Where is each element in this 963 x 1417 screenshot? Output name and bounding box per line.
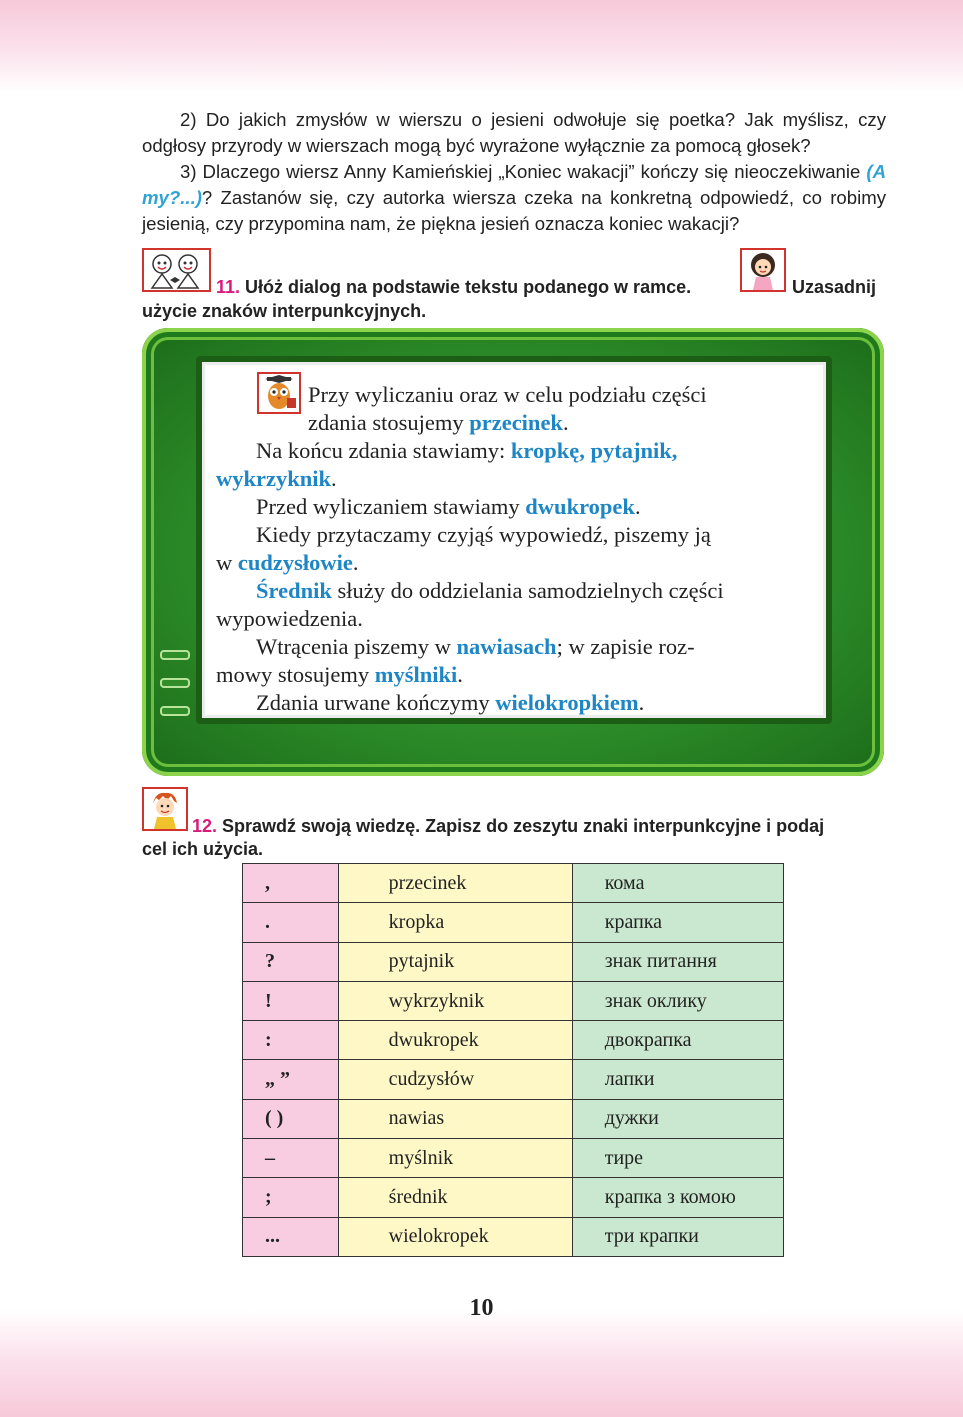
ukrainian-name-cell: крапка bbox=[572, 903, 783, 942]
polish-name-cell: przecinek bbox=[338, 864, 572, 903]
boy-icon bbox=[142, 787, 188, 831]
table-row bbox=[243, 1060, 784, 1099]
board-rule-brackets: Wtrącenia piszemy w nawiasach; w zapisie roz- bbox=[256, 634, 695, 659]
polish-name-cell: myślnik bbox=[338, 1139, 572, 1178]
table-row bbox=[243, 864, 784, 903]
board-rule-quotes-cont: w cudzysłowie. bbox=[216, 550, 359, 575]
page-bottom-band bbox=[0, 1310, 963, 1417]
table-row bbox=[243, 1099, 784, 1138]
sign-cell: ; bbox=[243, 1178, 339, 1217]
polish-name-cell: kropka bbox=[338, 903, 572, 942]
board-rule-dash: mowy stosujemy myślniki. bbox=[216, 662, 463, 687]
question-3-highlight: (A my?...) bbox=[142, 161, 886, 208]
board-rule-end-marks-cont: wykrzyknik. bbox=[216, 466, 337, 491]
page-number: 10 bbox=[469, 1295, 494, 1321]
board-rule-ellipsis: Zdania urwane kończymy wielokropkiem. bbox=[256, 690, 645, 715]
girl-icon bbox=[740, 248, 786, 292]
polish-name-cell: nawias bbox=[338, 1099, 572, 1138]
ukrainian-name-cell: знак питання bbox=[572, 942, 783, 981]
ukrainian-name-cell: крапка з комою bbox=[572, 1178, 783, 1217]
polish-name-cell: wielokropek bbox=[338, 1217, 572, 1256]
sign-cell: ( ) bbox=[243, 1099, 339, 1138]
sign-cell: ... bbox=[243, 1217, 339, 1256]
two-children-icon bbox=[142, 248, 211, 292]
polish-name-cell: średnik bbox=[338, 1178, 572, 1217]
polish-name-cell: pytajnik bbox=[338, 942, 572, 981]
polish-name-cell: wykrzyknik bbox=[338, 981, 572, 1020]
board-rule-comma-line1: Przy wyliczaniu oraz w celu podziału części bbox=[308, 382, 707, 407]
question-3: 3) Dlaczego wiersz Anny Kamieńskiej „Koniec wakacji” kończy się nieoczekiwanie (A my?...)? Zastanów się, czy autorka wiersza czeka na konkretną odpowiedź, co robimy jesienią, czy przypomina nam, że piękna jesień oznacza koniec wakacji? bbox=[142, 161, 886, 234]
ukrainian-name-cell: двокрапка bbox=[572, 1021, 783, 1060]
task-12-line2: cel ich użycia. bbox=[142, 839, 264, 859]
table-row bbox=[243, 1217, 784, 1256]
board-rule-end-marks: Na końcu zdania stawiamy: kropkę, pytajnik, bbox=[256, 438, 678, 463]
sign-cell: – bbox=[243, 1139, 339, 1178]
table-row bbox=[243, 942, 784, 981]
task-11-line2: użycie znaków interpunkcyjnych. bbox=[142, 301, 427, 321]
ukrainian-name-cell: кома bbox=[572, 864, 783, 903]
question-2: 2) Do jakich zmysłów w wierszu o jesieni odwołuje się poetka? Jak myślisz, czy odgłosy przyrody w wierszach mogą być wyrażone wyłącznie za pomocą głosek? bbox=[142, 109, 886, 156]
page-top-band bbox=[0, 0, 963, 92]
polish-name-cell: cudzysłów bbox=[338, 1060, 572, 1099]
table-row bbox=[243, 1021, 784, 1060]
task-11-line1: 11. Ułóż dialog na podstawie tekstu podanego w ramce. bbox=[216, 277, 692, 297]
task-11-line1-end: Uzasadnij bbox=[792, 277, 877, 297]
board-rule-semicolon-cont: wypowiedzenia. bbox=[216, 606, 363, 631]
board-rule-quotes: Kiedy przytaczamy czyjąś wypowiedź, piszemy ją bbox=[256, 522, 711, 547]
table-row bbox=[243, 903, 784, 942]
sign-cell: : bbox=[243, 1021, 339, 1060]
punctuation-table bbox=[242, 863, 784, 1257]
board-slot bbox=[160, 650, 190, 660]
sign-cell: ? bbox=[243, 942, 339, 981]
ukrainian-name-cell: тире bbox=[572, 1139, 783, 1178]
owl-teacher-icon bbox=[257, 372, 301, 414]
ukrainian-name-cell: дужки bbox=[572, 1099, 783, 1138]
sign-cell: „ ” bbox=[243, 1060, 339, 1099]
board-slot bbox=[160, 706, 190, 716]
ukrainian-name-cell: знак оклику bbox=[572, 981, 783, 1020]
sign-cell: , bbox=[243, 864, 339, 903]
table-row bbox=[243, 1178, 784, 1217]
board-rule-semicolon: Średnik służy do oddzielania samodzielnych części bbox=[256, 578, 724, 603]
task-12-line1: 12. Sprawdź swoją wiedzę. Zapisz do zeszytu znaki interpunkcyjne i podaj bbox=[192, 816, 825, 836]
table-row bbox=[243, 981, 784, 1020]
board-slot bbox=[160, 678, 190, 688]
sign-cell: ! bbox=[243, 981, 339, 1020]
board-rule-colon: Przed wyliczaniem stawiamy dwukropek. bbox=[256, 494, 641, 519]
board-rule-comma-line2: zdania stosujemy przecinek. bbox=[308, 410, 569, 435]
sign-cell: . bbox=[243, 903, 339, 942]
polish-name-cell: dwukropek bbox=[338, 1021, 572, 1060]
table-row bbox=[243, 1139, 784, 1178]
ukrainian-name-cell: три крапки bbox=[572, 1217, 783, 1256]
ukrainian-name-cell: лапки bbox=[572, 1060, 783, 1099]
